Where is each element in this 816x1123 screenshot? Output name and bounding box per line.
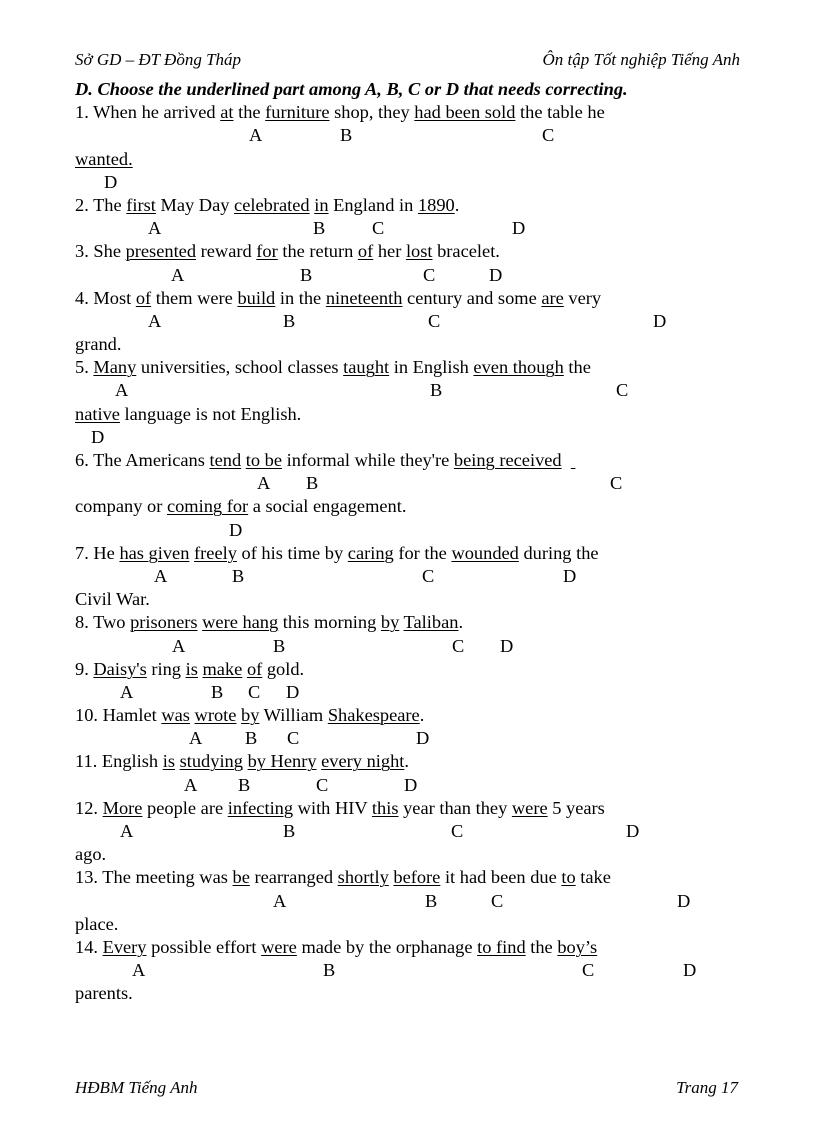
option-letter-a: A [154, 565, 168, 586]
option-letter-a: A [171, 264, 185, 285]
question-text-line [75, 287, 745, 310]
question-text-line [75, 356, 745, 379]
option-letter-row [75, 820, 745, 843]
sentence-text: the return [277, 241, 358, 262]
document-body [75, 78, 745, 1006]
question-10 [75, 704, 745, 750]
underlined-part: being received [453, 450, 562, 471]
underlined-part: of [357, 241, 374, 262]
sentence-text: people are [142, 797, 228, 818]
option-letter-a: A [172, 635, 186, 656]
option-letter-d: D [104, 171, 118, 192]
option-letter-row [75, 124, 745, 147]
option-letter-row [75, 681, 745, 704]
underlined-part: were hang [202, 612, 279, 633]
sentence-text: The Americans [93, 450, 210, 471]
option-letter-c: C [542, 125, 555, 146]
option-letter-row [75, 565, 745, 588]
question-list [75, 101, 745, 1005]
option-letter-a: A [148, 218, 162, 239]
question-number: 3. [75, 241, 94, 262]
sentence-text: shop, they [329, 102, 415, 123]
option-letter-c: C [451, 821, 464, 842]
question-3 [75, 240, 745, 286]
question-number: 5. [75, 357, 94, 378]
question-number: 14. [75, 936, 103, 957]
option-letter-row [75, 379, 745, 402]
footer-left: HĐBM Tiếng Anh [75, 1078, 198, 1097]
underlined-part: taught [343, 357, 390, 378]
sentence-text: with HIV [293, 797, 372, 818]
underlined-part: of [246, 658, 263, 679]
option-letter-row [75, 774, 745, 797]
underlined-part: Shakespeare [327, 705, 420, 726]
sentence-text: possible effort [146, 936, 262, 957]
sentence-text: When he arrived [93, 102, 221, 123]
sentence-text: her [373, 241, 406, 262]
sentence-text: ring [146, 658, 186, 679]
option-letter-b: B [425, 890, 438, 911]
sentence-text: Most [93, 287, 136, 308]
sentence-text: rearranged [249, 867, 338, 888]
option-letter-row [75, 426, 745, 449]
underlined-part: furniture [265, 102, 330, 123]
option-letter-c: C [582, 960, 595, 981]
question-number: 12. [75, 797, 103, 818]
underlined-part: Many [93, 357, 137, 378]
sentence-text: . [404, 751, 409, 772]
sentence-text: a social engagement. [248, 496, 407, 517]
underlined-part: at [220, 102, 234, 123]
option-letter-b: B [430, 380, 443, 401]
sentence-text: ago. [75, 844, 107, 865]
option-letter-d: D [416, 728, 430, 749]
question-text-line [75, 704, 745, 727]
option-letter-d: D [677, 890, 691, 911]
underlined-part: make [202, 658, 243, 679]
option-letter-d: D [286, 681, 300, 702]
question-14 [75, 936, 745, 1006]
option-letter-c: C [491, 890, 504, 911]
option-letter-row [75, 890, 745, 913]
sentence-text: very [563, 287, 602, 308]
question-text-line [75, 611, 745, 634]
option-letter-b: B [211, 681, 224, 702]
option-letter-row [75, 472, 745, 495]
question-number: 7. [75, 542, 94, 563]
sentence-text: parents. [75, 983, 133, 1004]
underlined-part: celebrated [234, 194, 310, 215]
underlined-part: presented [125, 241, 197, 262]
sentence-text: English [101, 751, 163, 772]
option-letter-a: A [189, 728, 203, 749]
underlined-part: to [561, 867, 576, 888]
sentence-text: during the [518, 542, 599, 563]
option-letter-row [75, 959, 745, 982]
underlined-part: first [126, 194, 156, 215]
option-letter-row [75, 310, 745, 333]
underlined-part: every night [321, 751, 405, 772]
underlined-part: even though [473, 357, 564, 378]
option-letter-d: D [626, 821, 640, 842]
sentence-text: informal while they're [282, 450, 454, 471]
underlined-part: to be [245, 450, 283, 471]
underlined-part: were [261, 936, 297, 957]
option-letter-d: D [489, 264, 503, 285]
sentence-text: Hamlet [102, 705, 162, 726]
question-12 [75, 797, 745, 867]
question-13 [75, 866, 745, 936]
question-text-line [75, 843, 745, 866]
option-letter-row [75, 171, 745, 194]
underlined-part: native [75, 403, 120, 424]
option-letter-b: B [300, 264, 313, 285]
option-letter-c: C [316, 774, 329, 795]
option-letter-b: B [273, 635, 286, 656]
option-letter-a: A [132, 960, 146, 981]
option-letter-b: B [238, 774, 251, 795]
question-text-line [75, 658, 745, 681]
underlined-part: before [393, 867, 441, 888]
underlined-part: wanted. [75, 148, 133, 169]
underlined-part: boy’s [557, 936, 598, 957]
question-8 [75, 611, 745, 657]
question-text-line [75, 403, 745, 426]
option-letter-a: A [148, 310, 162, 331]
underlined-part: are [541, 287, 564, 308]
underlined-part: nineteenth [325, 287, 403, 308]
option-letter-c: C [422, 565, 435, 586]
option-letter-d: D [404, 774, 418, 795]
sentence-text: it had been due [440, 867, 562, 888]
question-4 [75, 287, 745, 357]
question-text-line [75, 101, 745, 124]
underlined-part: studying [179, 751, 243, 772]
option-letter-a: A [249, 125, 263, 146]
option-letter-b: B [313, 218, 326, 239]
sentence-text: them were [151, 287, 238, 308]
option-letter-b: B [323, 960, 336, 981]
sentence-text: made by the orphanage [296, 936, 478, 957]
page-number: Trang 17 [676, 1078, 738, 1097]
underlined-part: prisoners [130, 612, 198, 633]
sentence-text: year than they [398, 797, 512, 818]
sentence-text: May Day [155, 194, 235, 215]
sentence-text: take [575, 867, 611, 888]
underlined-part: of [135, 287, 152, 308]
sentence-text: in English [389, 357, 474, 378]
option-letter-row [75, 519, 745, 542]
underlined-part: for [256, 241, 278, 262]
question-number: 4. [75, 287, 94, 308]
option-letter-c: C [287, 728, 300, 749]
sentence-text: company or [75, 496, 167, 517]
option-letter-a: A [115, 380, 129, 401]
option-letter-c: C [423, 264, 436, 285]
option-letter-d: D [683, 960, 697, 981]
sentence-text: The [93, 194, 127, 215]
sentence-text: William [259, 705, 328, 726]
option-letter-d: D [512, 218, 526, 239]
option-letter-d: D [653, 310, 667, 331]
sentence-text: 5 years [547, 797, 605, 818]
sentence-text: . [458, 612, 464, 633]
header-right: Ôn tập Tốt nghiệp Tiếng Anh [542, 50, 740, 69]
sentence-text: this morning [278, 612, 381, 633]
option-letter-d: D [500, 635, 514, 656]
question-number: 9. [75, 658, 94, 679]
sentence-text: the [233, 102, 266, 123]
option-letter-b: B [232, 565, 245, 586]
question-2 [75, 194, 745, 240]
option-letter-d: D [563, 565, 577, 586]
underlined-part: infecting [227, 797, 294, 818]
option-letter-row [75, 635, 745, 658]
underlined-part: be [232, 867, 250, 888]
option-letter-d: D [91, 426, 105, 447]
question-5 [75, 356, 745, 449]
underlined-part: is [185, 658, 198, 679]
option-letter-a: A [120, 821, 134, 842]
option-letter-c: C [248, 681, 261, 702]
question-text-line [75, 542, 745, 565]
underlined-part: freely [194, 542, 237, 563]
sentence-text: of his time by [236, 542, 348, 563]
question-text-line [75, 866, 745, 889]
option-letter-c: C [372, 218, 385, 239]
section-instruction: D. Choose the underlined part among A, B, C or D that needs correcting. [75, 79, 628, 99]
underlined-part: by [380, 612, 400, 633]
question-number: 1. [75, 102, 94, 123]
sentence-text: the [563, 357, 591, 378]
underlined-part: lost [405, 241, 433, 262]
option-letter-b: B [283, 310, 296, 331]
question-11 [75, 750, 745, 796]
option-letter-c: C [428, 310, 441, 331]
option-letter-row [75, 727, 745, 750]
underlined-part: this [371, 797, 399, 818]
sentence-text: She [93, 241, 126, 262]
underlined-part: was [161, 705, 190, 726]
question-number: 6. [75, 450, 94, 471]
question-9 [75, 658, 745, 704]
sentence-text: in the [275, 287, 326, 308]
underlined-part: coming for [166, 496, 249, 517]
question-7 [75, 542, 745, 612]
underlined-part: 1890 [417, 194, 455, 215]
question-number: 13. [75, 867, 103, 888]
sentence-text: England in [328, 194, 418, 215]
underlined-part: Taliban [403, 612, 459, 633]
underlined-part: tend [209, 450, 242, 471]
question-text-line [75, 797, 745, 820]
option-letter-c: C [610, 473, 623, 494]
sentence-text [562, 450, 571, 470]
question-text-line [75, 495, 745, 518]
sentence-text: gold. [262, 658, 305, 679]
option-letter-a: A [184, 774, 198, 795]
question-number: 2. [75, 194, 94, 215]
underlined-part: to find [477, 936, 526, 957]
sentence-text: place. [75, 913, 119, 934]
option-letter-row [75, 217, 745, 240]
sentence-text: reward [196, 241, 257, 262]
sentence-text: the table he [515, 102, 605, 123]
option-letter-a: A [257, 473, 271, 494]
question-text-line [75, 913, 745, 936]
underlined-part: by Henry [247, 751, 317, 772]
question-text-line [75, 982, 745, 1005]
underlined-part: had been sold [414, 102, 516, 123]
underlined-part: were [511, 797, 548, 818]
underlined-part: More [102, 797, 143, 818]
sentence-text: grand. [75, 334, 122, 355]
underlined-part: has given [119, 542, 190, 563]
question-text-line [75, 194, 745, 217]
sentence-text: He [93, 542, 120, 563]
question-text-line [75, 936, 745, 959]
sentence-text: . [454, 194, 460, 215]
question-text-line [75, 240, 745, 263]
sentence-text: language is not English. [119, 403, 302, 424]
sentence-text: . [419, 705, 425, 726]
underlined-part: shortly [337, 867, 389, 888]
underlined-part: caring [347, 542, 394, 563]
sentence-text: Civil War. [75, 589, 150, 610]
option-letter-b: B [245, 728, 258, 749]
question-text-line [75, 588, 745, 611]
underlined-part [571, 450, 576, 470]
option-letter-a: A [273, 890, 287, 911]
underlined-part: in [314, 194, 329, 215]
question-text-line [75, 750, 745, 773]
underlined-part: is [162, 751, 175, 772]
underlined-part: by [241, 705, 260, 726]
question-text-line [75, 148, 745, 171]
header-left: Sở GD – ĐT Đồng Tháp [75, 50, 242, 69]
sentence-text: century and some [402, 287, 542, 308]
option-letter-c: C [616, 380, 629, 401]
sentence-text: universities, school classes [136, 357, 344, 378]
sentence-text: the [525, 936, 558, 957]
sentence-text: The meeting was [102, 867, 233, 888]
option-letter-row [75, 264, 745, 287]
sentence-text: for the [393, 542, 452, 563]
option-letter-a: A [120, 681, 134, 702]
question-text-line [75, 449, 745, 472]
option-letter-c: C [452, 635, 465, 656]
underlined-part: Every [102, 936, 147, 957]
underlined-part: build [237, 287, 276, 308]
question-number: 8. [75, 612, 94, 633]
underlined-part: wounded [451, 542, 519, 563]
sentence-text: bracelet. [432, 241, 500, 262]
question-number: 11. [75, 751, 102, 772]
option-letter-b: B [306, 473, 319, 494]
question-6 [75, 449, 745, 542]
option-letter-b: B [340, 125, 353, 146]
underlined-part: Daisy's [93, 658, 147, 679]
option-letter-d: D [229, 519, 243, 540]
option-letter-b: B [283, 821, 296, 842]
sentence-text: Two [93, 612, 131, 633]
question-number: 10. [75, 705, 103, 726]
underlined-part: wrote [194, 705, 237, 726]
question-1 [75, 101, 745, 194]
question-text-line [75, 333, 745, 356]
